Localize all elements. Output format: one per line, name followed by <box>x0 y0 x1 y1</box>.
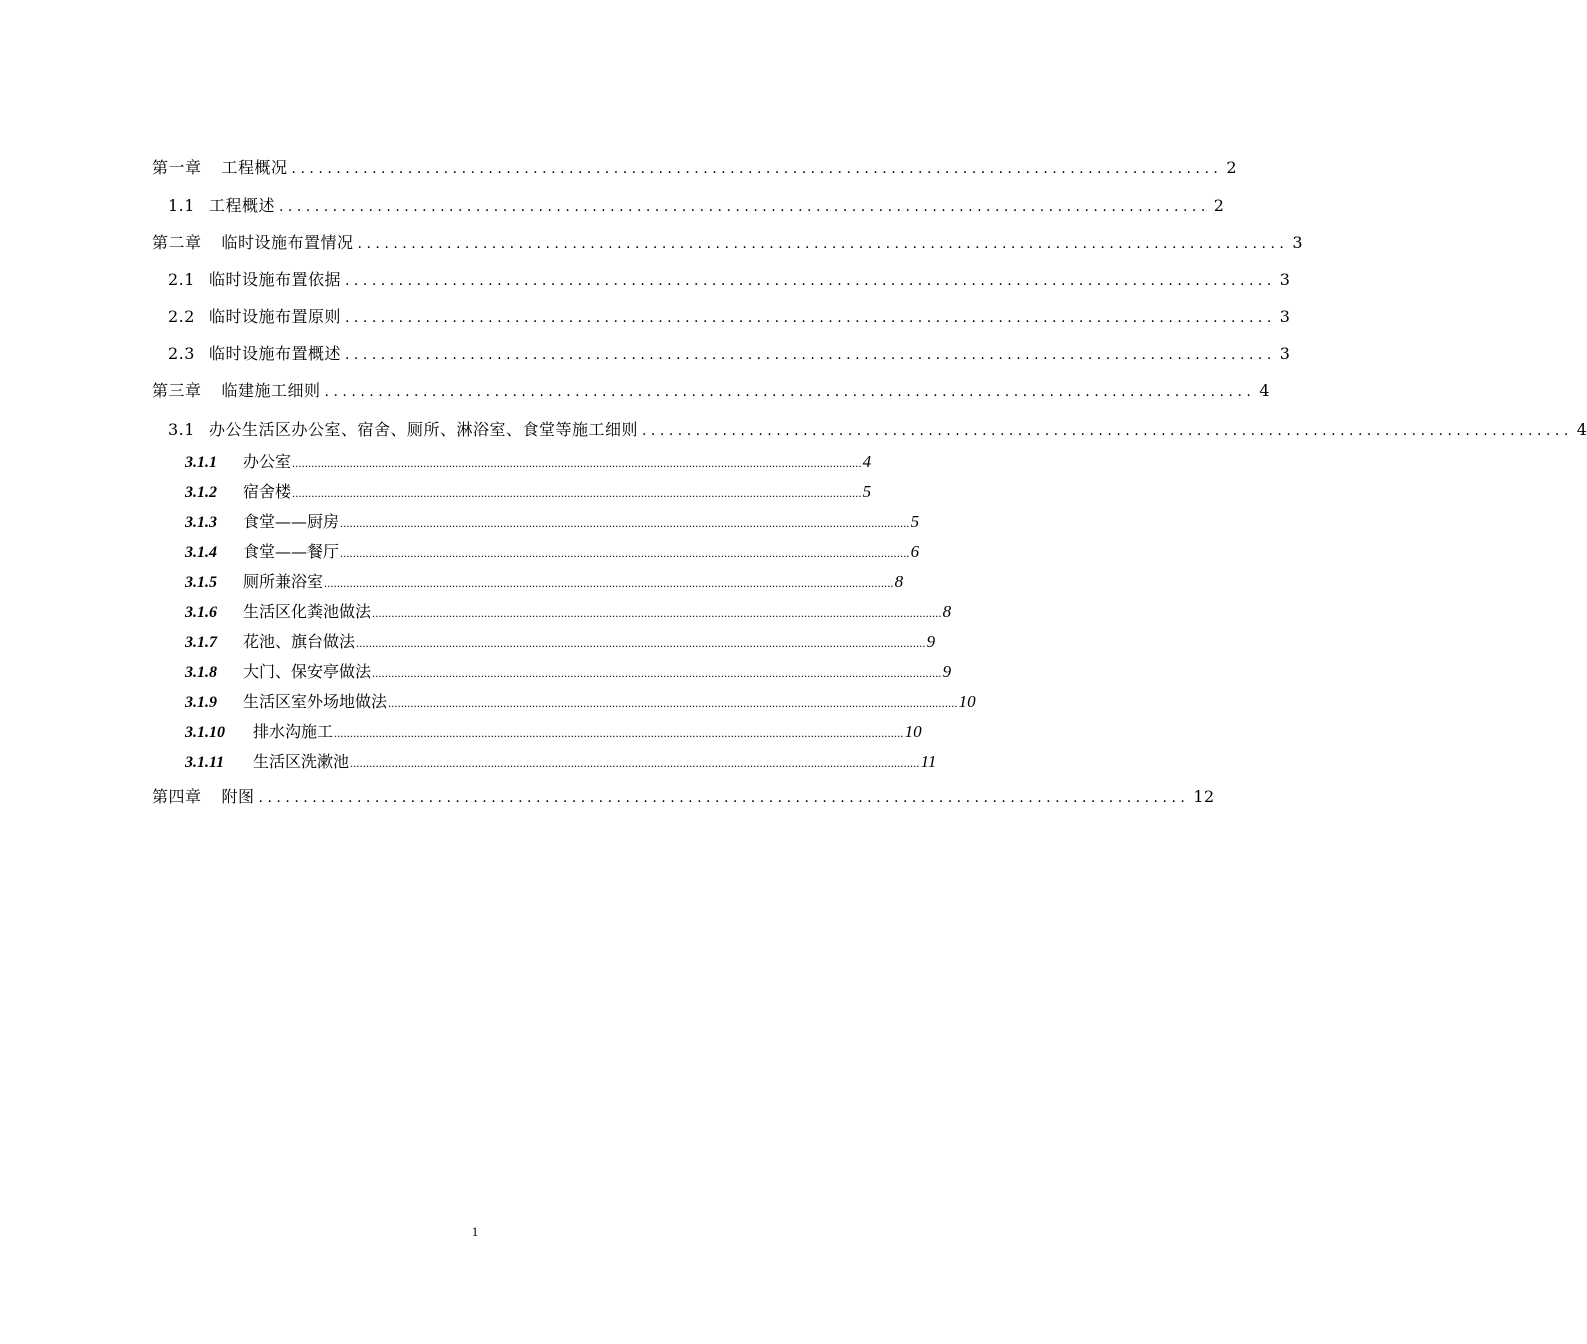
toc-entry-page: 10 <box>958 692 976 711</box>
toc-entry-page: 5 <box>910 512 920 531</box>
dot-leader: ........................................................................................................ <box>278 199 1210 215</box>
toc-entry-page: 2 <box>1213 196 1225 215</box>
toc-entry-page: 3 <box>1292 233 1304 252</box>
toc-entry-title: 食堂——餐厅 <box>243 542 340 561</box>
toc-entry-page: 2 <box>1226 158 1238 177</box>
dot-leader: ........................................................................................................ <box>344 310 1276 326</box>
toc-entry-number: 3.1.4 <box>185 544 217 561</box>
toc-entry-title: 食堂——厨房 <box>243 512 340 531</box>
toc-entry-number: 3.1.7 <box>185 634 217 651</box>
toc-entry-number: 3.1.8 <box>185 664 217 681</box>
toc-entry-title: 办公室 <box>243 452 292 471</box>
toc-entry-number: 2.3 <box>168 344 195 363</box>
toc-entry[interactable] <box>185 601 952 623</box>
dot-leader: .................................................................................................................................................................................. <box>356 636 926 650</box>
toc-entry-title: 花池、旗台做法 <box>243 632 356 651</box>
toc-entry-page: 12 <box>1193 787 1215 806</box>
toc-entry-page: 8 <box>894 572 904 591</box>
toc-entry[interactable] <box>152 232 1304 254</box>
toc-entry-number: 2.2 <box>168 307 195 326</box>
toc-entry-number: 3.1.3 <box>185 514 217 531</box>
toc-entry-title: 临时设施布置概述 <box>208 344 341 363</box>
dot-leader: ........................................................................................................ <box>357 236 1289 252</box>
toc-entry-title: 厕所兼浴室 <box>243 572 324 591</box>
toc-entry-page: 9 <box>942 662 952 681</box>
toc-entry-title: 宿舍楼 <box>243 482 292 501</box>
toc-entry[interactable] <box>168 269 1291 291</box>
toc-entry[interactable] <box>185 691 976 713</box>
dot-leader: .................................................................................................................................................................................. <box>340 516 910 530</box>
toc-entry-title: 临时设施布置原则 <box>208 307 341 326</box>
toc-entry[interactable] <box>168 419 1587 441</box>
toc-entry-page: 10 <box>904 722 922 741</box>
toc-entry-page: 4 <box>1576 420 1587 439</box>
dot-leader: .................................................................................................................................................................................. <box>372 606 942 620</box>
dot-leader: .................................................................................................................................................................................. <box>292 456 862 470</box>
toc-entry-title: 临建施工细则 <box>221 381 321 400</box>
toc-entry-title: 临时设施布置依据 <box>208 270 341 289</box>
toc-entry-page: 3 <box>1279 344 1291 363</box>
dot-leader: .................................................................................................................................................................................. <box>388 696 958 710</box>
toc-entry-title: 排水沟施工 <box>253 722 334 741</box>
dot-leader: .................................................................................................................................................................................. <box>350 756 920 770</box>
dot-leader: ........................................................................................................ <box>324 384 1256 400</box>
toc-entry[interactable] <box>168 195 1225 217</box>
toc-entry-number: 3.1.2 <box>185 484 217 501</box>
toc-entry[interactable] <box>185 661 952 683</box>
toc-entry-number: 3.1.1 <box>185 454 217 471</box>
dot-leader: .................................................................................................................................................................................. <box>292 486 862 500</box>
toc-entry[interactable] <box>185 631 936 653</box>
toc-entry-number: 3.1.5 <box>185 574 217 591</box>
toc-entry-number: 第二章 <box>152 233 202 252</box>
toc-entry[interactable] <box>168 343 1291 365</box>
toc-entry-page: 5 <box>862 482 872 501</box>
page-number: 1 <box>471 1224 479 1239</box>
toc-entry-page: 4 <box>862 452 872 471</box>
toc-entry-title: 大门、保安亭做法 <box>243 662 372 681</box>
toc-entry-page: 11 <box>920 752 937 771</box>
toc-entry-title: 生活区室外场地做法 <box>243 692 388 711</box>
toc-entry-title: 临时设施布置情况 <box>221 233 354 252</box>
toc-entry[interactable] <box>168 306 1291 328</box>
toc-entry-page: 9 <box>926 632 936 651</box>
dot-leader: .................................................................................................................................................................................. <box>324 576 894 590</box>
toc-entry-number: 2.1 <box>168 270 195 289</box>
toc-entry-title: 生活区化粪池做法 <box>243 602 372 621</box>
dot-leader: .................................................................................................................................................................................. <box>334 726 904 740</box>
dot-leader: ........................................................................................................ <box>641 423 1573 439</box>
dot-leader: ........................................................................................................ <box>291 161 1223 177</box>
toc-entry[interactable] <box>152 380 1271 402</box>
toc-entry[interactable] <box>185 721 922 743</box>
toc-entry[interactable] <box>185 511 920 533</box>
dot-leader: ........................................................................................................ <box>344 347 1276 363</box>
toc-entry-number: 第一章 <box>152 158 202 177</box>
toc-entry-number: 3.1.10 <box>185 724 225 741</box>
dot-leader: ........................................................................................................ <box>344 273 1276 289</box>
dot-leader: .................................................................................................................................................................................. <box>340 546 910 560</box>
toc-entry-title: 生活区洗漱池 <box>253 752 350 771</box>
toc-entry-page: 4 <box>1259 381 1271 400</box>
toc-entry[interactable] <box>185 751 937 773</box>
toc-entry-number: 3.1 <box>168 420 195 439</box>
toc-entry-number: 1.1 <box>168 196 195 215</box>
toc-entry-number: 3.1.6 <box>185 604 217 621</box>
toc-entry[interactable] <box>185 541 920 563</box>
toc-entry-title: 附图 <box>221 787 255 806</box>
toc-entry-number: 3.1.9 <box>185 694 217 711</box>
dot-leader: .................................................................................................................................................................................. <box>372 666 942 680</box>
toc-entry-number: 第四章 <box>152 787 202 806</box>
dot-leader: ........................................................................................................ <box>258 790 1190 806</box>
toc-entry-number: 第三章 <box>152 381 202 400</box>
toc-entry-page: 3 <box>1279 307 1291 326</box>
toc-entry[interactable] <box>185 481 872 503</box>
toc-entry-title: 办公生活区办公室、宿舍、厕所、淋浴室、食堂等施工细则 <box>208 420 638 439</box>
toc-entry-page: 6 <box>910 542 920 561</box>
toc-entry-page: 8 <box>942 602 952 621</box>
toc-entry-number: 3.1.11 <box>185 754 225 771</box>
toc-entry[interactable] <box>152 157 1238 179</box>
toc-entry-title: 工程概述 <box>208 196 275 215</box>
toc-entry-title: 工程概况 <box>221 158 288 177</box>
toc-entry-page: 3 <box>1279 270 1291 289</box>
toc-entry[interactable] <box>185 571 904 593</box>
toc-entry[interactable] <box>185 451 872 473</box>
toc-entry[interactable] <box>152 786 1215 808</box>
